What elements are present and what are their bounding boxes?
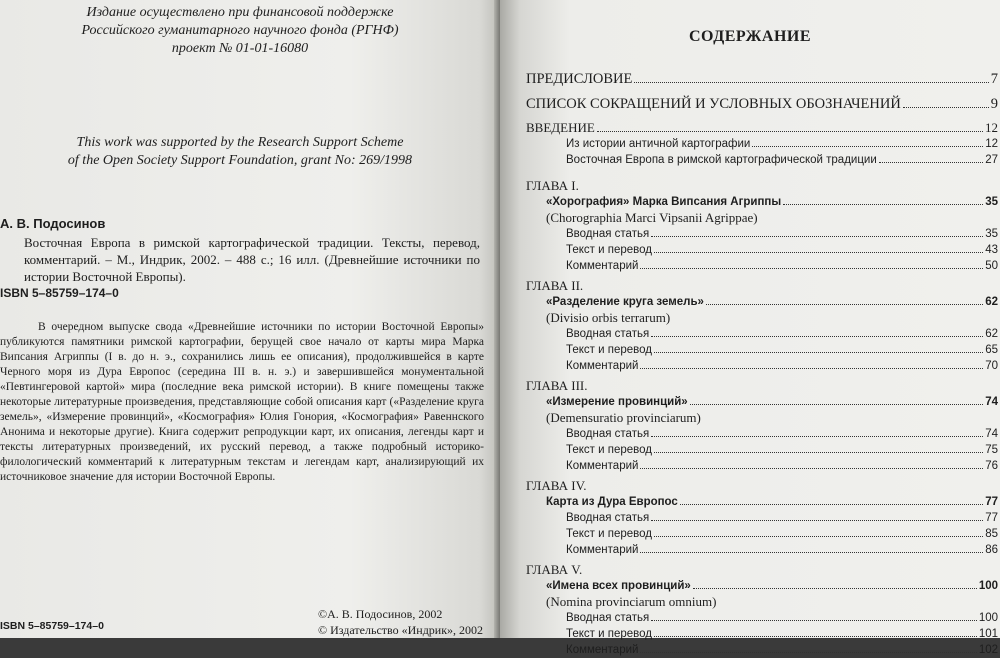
toc-page: 101	[978, 628, 998, 640]
toc-subentry	[526, 258, 1000, 274]
toc-abbreviations	[526, 95, 1000, 114]
toc-label: Вводная статья	[566, 612, 650, 624]
toc-label: Текст и перевод	[566, 344, 653, 356]
dot-leader	[640, 268, 983, 269]
chapter-label: ГЛАВА V.	[526, 562, 583, 577]
dot-leader	[651, 520, 983, 521]
dot-leader	[654, 252, 983, 253]
dot-leader	[651, 336, 983, 337]
toc-page: 9	[990, 96, 998, 112]
toc-label: Восточная Европа в римской картографической традиции	[566, 154, 877, 166]
toc-page: 77	[985, 496, 998, 508]
toc-chapter-3	[526, 378, 1000, 474]
dot-leader	[903, 107, 989, 108]
toc-page: 75	[985, 444, 998, 456]
toc-page: 100	[978, 612, 998, 624]
chapter-latin-title: (Chorographia Marci Vipsanii Agrippae)	[546, 210, 758, 225]
toc-page: 12	[985, 120, 998, 135]
toc-subentry	[526, 510, 1000, 526]
dot-leader	[654, 536, 983, 537]
chapter-title: «Имена всех провинций»	[546, 580, 691, 592]
toc-page: 62	[985, 296, 998, 308]
toc-subentry	[526, 542, 1000, 558]
toc-page: 70	[985, 360, 998, 372]
abstract-text: В очередном выпуске свода «Древнейшие источники по истории Восточной Европы» публикуются памятники римской картографии, берущей свое начало от карты мира Марка Випсания Агриппы (I в. до н. э., сохранились лишь ее описания), продолжившейся в карте Черного моря из Дура Европос (середина III в. н. э.) и завершившейся монументальной «Певтингеровой картой» мира (последние века римской истории). В книге помещены также некоторые литературные произведения, представляющие собой описания карт («Разделение круга земель», «Измерение провинций», «Космография» Юлия Гонория, «Космография» Равеннского Анонима и некоторые другие). Книга содержит репродукции карт, их описания, легенды карт и тексты литературных произведений, их русский перевод, а также подробный историко-филологический комментарий к литературным текстам и легендам карт, анализирующий их источниковое значение для истории Восточной Европы.	[0, 321, 484, 483]
chapter-latin-row	[526, 594, 1000, 610]
toc-subentry	[526, 242, 1000, 258]
toc-label: Из истории античной картографии	[566, 138, 751, 150]
dot-leader	[640, 552, 983, 553]
dot-leader	[654, 636, 977, 637]
toc-subentry	[526, 626, 1000, 642]
toc-subentry	[526, 642, 1000, 658]
toc-page: 65	[985, 344, 998, 356]
chapter-latin-row	[526, 310, 1000, 326]
toc-subentry	[526, 152, 1000, 168]
dot-leader	[752, 146, 983, 147]
chapter-label-row	[526, 478, 1000, 494]
chapter-latin-title: (Demensuratio provinciarum)	[546, 410, 701, 425]
right-page	[500, 0, 1000, 656]
chapter-label: ГЛАВА I.	[526, 178, 579, 193]
chapter-title-row	[526, 294, 1000, 310]
dot-leader	[680, 504, 983, 505]
toc-label: Вводная статья	[566, 428, 650, 440]
funding-line: Издание осуществлено при финансовой поддержке	[86, 5, 394, 20]
toc-label: Комментарий	[566, 360, 639, 372]
toc-label: ПРЕДИСЛОВИЕ	[526, 71, 633, 87]
toc-label: Текст и перевод	[566, 244, 653, 256]
isbn-bottom: ISBN 5–85759–174–0	[0, 620, 104, 632]
chapter-label-row	[526, 562, 1000, 578]
toc-page: 35	[985, 228, 998, 240]
funding-line: Российского гуманитарного научного фонда (РГНФ)	[81, 23, 399, 38]
toc-subentry	[526, 226, 1000, 242]
contents-title: СОДЕРЖАНИЕ	[688, 28, 812, 45]
toc-chapter-1	[526, 178, 1000, 274]
toc-subentry	[526, 526, 1000, 542]
chapter-title-row	[526, 578, 1000, 594]
dot-leader	[690, 404, 983, 405]
toc-page: 100	[978, 580, 998, 592]
toc-subentry	[526, 458, 1000, 474]
chapter-latin-title: (Nomina provinciarum omnium)	[546, 594, 717, 609]
toc-page: 77	[985, 512, 998, 524]
copyright-notice	[318, 606, 483, 638]
toc-label: Вводная статья	[566, 328, 650, 340]
chapter-title-row	[526, 194, 1000, 210]
toc-page: 50	[985, 260, 998, 272]
chapter-label: ГЛАВА IV.	[526, 478, 587, 493]
table-of-contents	[526, 70, 1000, 658]
toc-subentry	[526, 442, 1000, 458]
funding-line: проект № 01-01-16080	[171, 41, 309, 56]
chapter-title: Карта из Дура Европос	[546, 496, 678, 508]
dot-leader	[640, 468, 983, 469]
dot-leader	[654, 452, 983, 453]
bibliographic-description: Восточная Европа в римской картографической традиции. Тексты, перевод, комментарий. – М., Индрик, 2002. – 488 с.; 16 илл. (Древнейшие источники по истории Восточной Европы).	[24, 235, 480, 284]
toc-subentry	[526, 610, 1000, 626]
toc-introduction	[526, 120, 1000, 136]
toc-label: СПИСОК СОКРАЩЕНИЙ И УСЛОВНЫХ ОБОЗНАЧЕНИЙ	[526, 96, 901, 112]
toc-page: 27	[985, 154, 998, 166]
support-line: This work was supported by the Research Support Scheme	[76, 135, 404, 150]
toc-page: 76	[985, 460, 998, 472]
toc-page: 74	[985, 428, 998, 440]
author-name: А. В. Подосинов	[0, 216, 106, 231]
copyright-line: © Издательство «Индрик», 2002	[318, 623, 484, 637]
toc-page: 85	[985, 528, 998, 540]
dot-leader	[651, 620, 977, 621]
toc-label: ВВЕДЕНИЕ	[526, 120, 595, 135]
toc-label: Комментарий	[566, 544, 639, 556]
toc-page: 62	[985, 328, 998, 340]
toc-subentry	[526, 358, 1000, 374]
toc-page: 74	[985, 396, 998, 408]
toc-page: 86	[985, 544, 998, 556]
funding-note	[60, 4, 420, 58]
bibliographic-record	[0, 215, 480, 285]
chapter-label-row	[526, 278, 1000, 294]
chapter-title-row	[526, 394, 1000, 410]
copyright-line: ©А. В. Подосинов, 2002	[318, 607, 443, 621]
chapter-latin-row	[526, 210, 1000, 226]
toc-page: 12	[985, 138, 998, 150]
left-page	[0, 0, 500, 638]
isbn-label: ISBN 5–85759–174–0	[0, 286, 119, 300]
toc-label: Текст и перевод	[566, 444, 653, 456]
chapter-title: «Хорография» Марка Випсания Агриппы	[546, 196, 782, 208]
dot-leader	[634, 82, 988, 83]
toc-label: Вводная статья	[566, 228, 650, 240]
toc-chapter-2	[526, 278, 1000, 374]
support-line: of the Open Society Support Foundation, grant No: 269/1998	[67, 153, 413, 168]
toc-subentry	[526, 326, 1000, 342]
toc-page: 102	[978, 644, 998, 656]
dot-leader	[879, 162, 983, 163]
toc-label: Текст и перевод	[566, 628, 653, 640]
toc-page: 43	[985, 244, 998, 256]
toc-subentry	[526, 342, 1000, 358]
dot-leader	[654, 352, 983, 353]
toc-subentry	[526, 426, 1000, 442]
chapter-label: ГЛАВА II.	[526, 278, 584, 293]
dot-leader	[651, 436, 983, 437]
chapter-title: «Разделение круга земель»	[546, 296, 704, 308]
toc-chapter-4	[526, 478, 1000, 558]
toc-page: 7	[990, 71, 998, 87]
dot-leader	[783, 204, 983, 205]
toc-label: Вводная статья	[566, 512, 650, 524]
toc-label: Комментарий	[566, 460, 639, 472]
chapter-label-row	[526, 178, 1000, 194]
dot-leader	[640, 368, 983, 369]
dot-leader	[597, 131, 983, 132]
dot-leader	[651, 236, 983, 237]
chapter-label: ГЛАВА III.	[526, 378, 588, 393]
support-note	[40, 134, 440, 170]
dot-leader	[640, 652, 976, 653]
toc-preface	[526, 70, 1000, 89]
chapter-title-row	[526, 494, 1000, 510]
toc-page: 35	[985, 196, 998, 208]
toc-chapter-5	[526, 562, 1000, 658]
toc-label: Комментарий	[566, 260, 639, 272]
chapter-latin-title: (Divisio orbis terrarum)	[546, 310, 671, 325]
chapter-latin-row	[526, 410, 1000, 426]
toc-label: Текст и перевод	[566, 528, 653, 540]
dot-leader	[706, 304, 983, 305]
chapter-title: «Измерение провинций»	[546, 396, 688, 408]
toc-subentry	[526, 136, 1000, 152]
dot-leader	[693, 588, 977, 589]
toc-label: Комментарий	[566, 644, 639, 656]
chapter-label-row	[526, 378, 1000, 394]
